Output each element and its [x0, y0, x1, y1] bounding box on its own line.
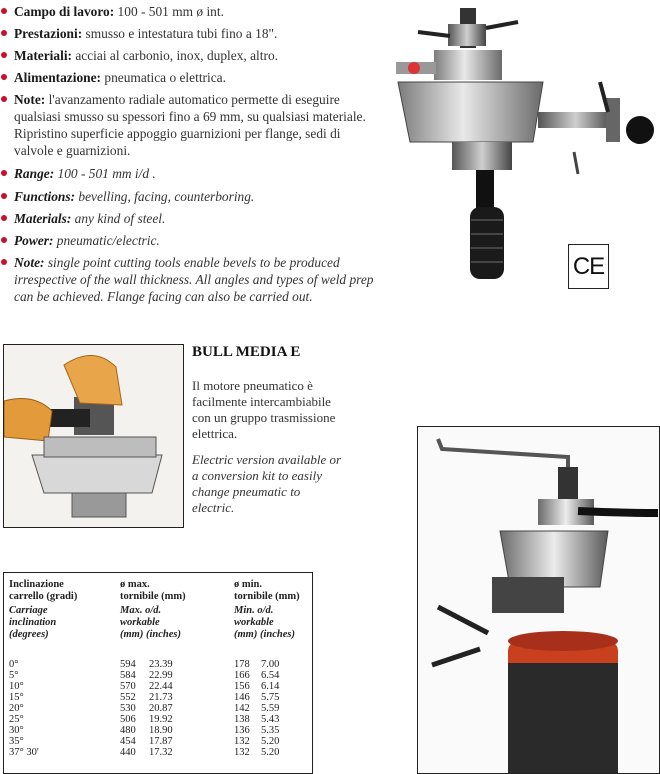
col2-header-en: Max. o/d. workable (mm) (inches) — [120, 605, 181, 640]
bullet-en-range: Range: 100 - 501 mm i/d . — [0, 165, 380, 182]
table-row: 5° 584 22.99 166 6.54 — [9, 670, 280, 681]
bullet-it-materials: Materiali: acciai al carbonio, inox, duplex, altro. — [0, 47, 380, 64]
product-title: BULL MEDIA E — [192, 344, 301, 360]
bullet-it-performance: Prestazioni: smusso e intestatura tubi fino a 18". — [0, 25, 380, 42]
machine-photo-top — [378, 2, 660, 287]
col1-header-en: Carriage inclination (degrees) — [9, 605, 57, 640]
table-row: 10° 570 22.44 156 6.14 — [9, 681, 280, 692]
bullet-it-range: Campo di lavoro: 100 - 501 mm ø int. — [0, 3, 380, 20]
table-row: 15° 552 21.73 146 5.75 — [9, 692, 280, 703]
table-row: 35° 454 17.87 132 5.20 — [9, 736, 280, 747]
bullet-en-power: Power: pneumatic/electric. — [0, 232, 380, 249]
ce-mark-logo: CE — [568, 244, 609, 289]
bullet-en-materials: Materials: any kind of steel. — [0, 210, 380, 227]
hands-on-machine-photo — [3, 344, 184, 528]
bullet-it-note: Note: l'avanzamento radiale automatico permette di eseguire qualsiasi smusso su spessori fino a 69 mm, su qualsiasi materiale. Ripristino superficie appoggio guarnizioni per flange, sedi di valvole e guarnizioni. — [0, 91, 380, 159]
col2-header-it: ø max. tornibile (mm) — [120, 579, 186, 602]
product-description-en: Electric version available or a conversion kit to easily change pneumatic to electric. — [192, 452, 342, 515]
bullet-it-power: Alimentazione: pneumatica o elettrica. — [0, 69, 380, 86]
col1-header-it: Inclinazione carrello (gradi) — [9, 579, 78, 602]
table-row: 25° 506 19.92 138 5.43 — [9, 714, 280, 725]
bullet-en-note: Note: single point cutting tools enable bevels to be produced irrespective of the wall thickness. All angles and types of weld prep can be achieved. Flange facing can also be carried out. — [0, 254, 380, 305]
col3-header-en: Min. o/d. workable (mm) (inches) — [234, 605, 295, 640]
table-row: 37° 30' 440 17.32 132 5.20 — [9, 747, 280, 758]
table-row: 30° 480 18.90 136 5.35 — [9, 725, 280, 736]
bullet-en-functions: Functions: bevelling, facing, counterboring. — [0, 188, 380, 205]
col3-header-it: ø min. tornibile (mm) — [234, 579, 300, 602]
product-description-it: Il motore pneumatico è facilmente intercambiabile con un gruppo trasmissione elettrica. — [192, 378, 336, 441]
table-row: 0° 594 23.39 178 7.00 — [9, 659, 280, 670]
machine-on-pipe-photo — [417, 426, 660, 774]
table-row: 20° 530 20.87 142 5.59 — [9, 703, 280, 714]
inclination-spec-table — [3, 572, 313, 774]
